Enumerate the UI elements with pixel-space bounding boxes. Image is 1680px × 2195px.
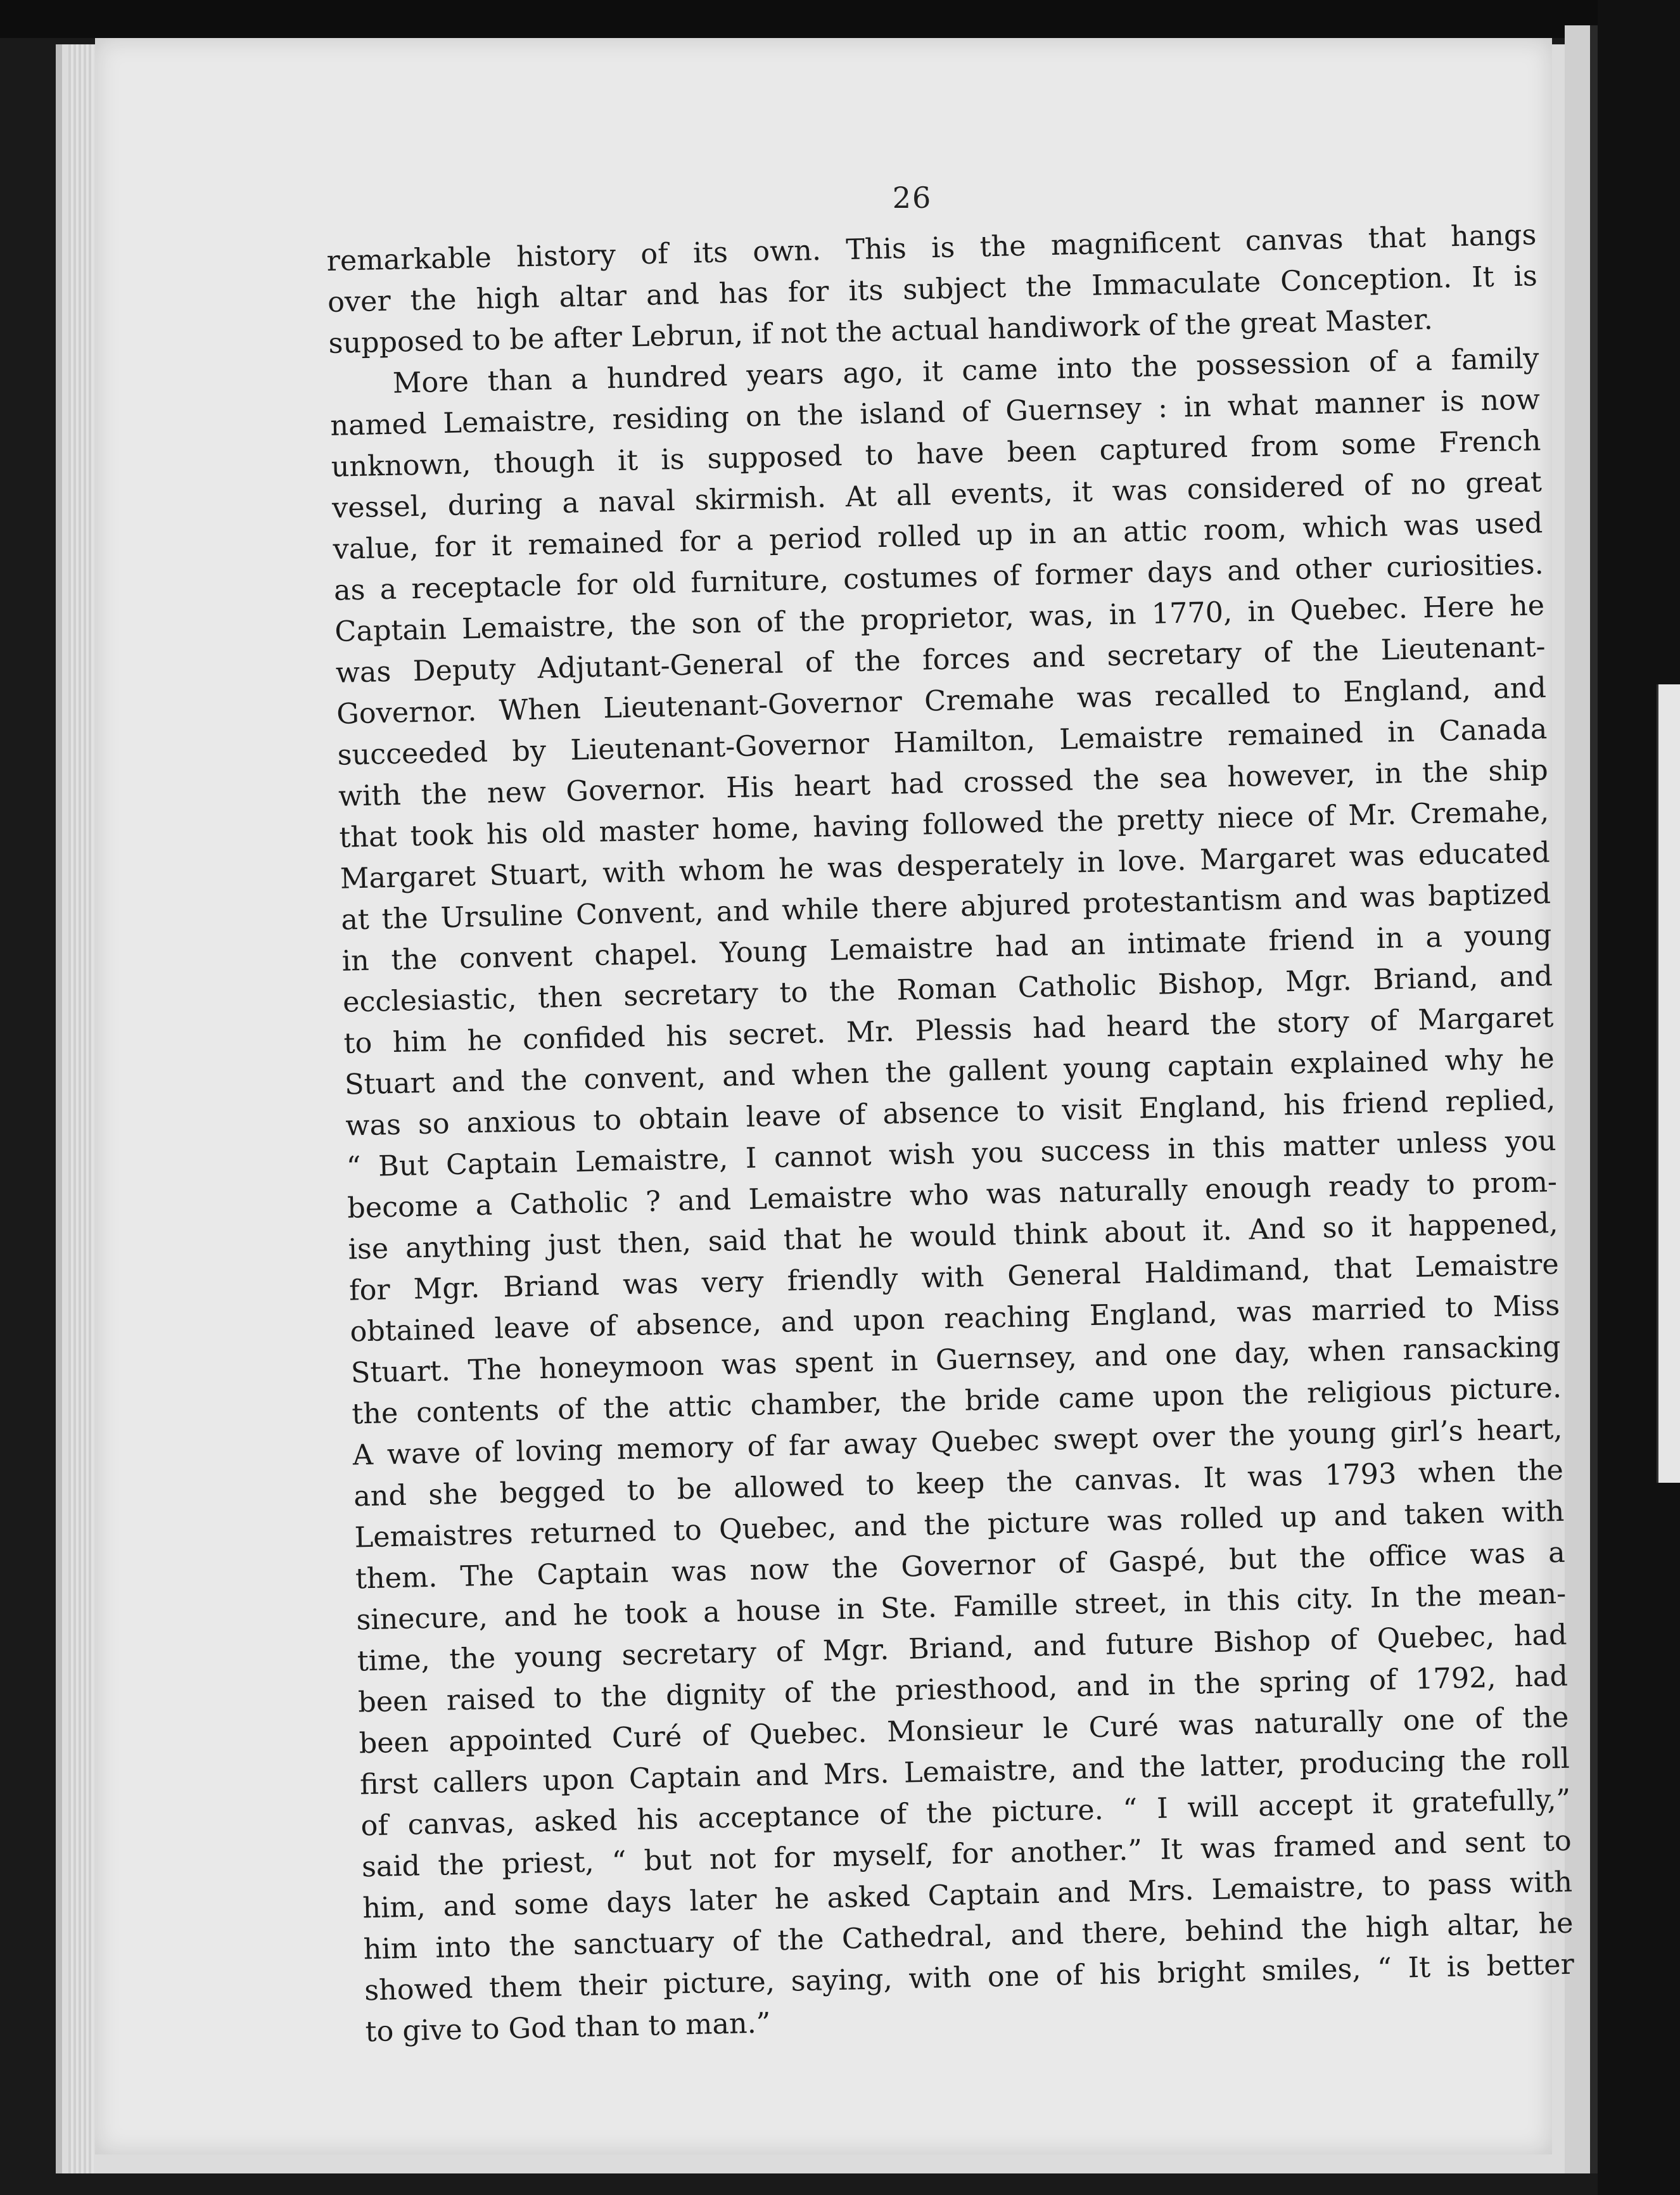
text-line: remarkable history of its own. This is the magnificent canvas that hangs (326, 219, 1537, 278)
text-line: that took his old master home, having followed the pretty niece of Mr. Cremahe, (339, 795, 1550, 854)
text-line: become a Catholic ? and Lemaistre who was naturally enough ready to prom- (347, 1165, 1558, 1225)
body-text (326, 214, 1575, 2052)
text-line: and she begged to be allowed to keep the canvas. It was 1793 when the (353, 1454, 1564, 1513)
text-line: succeeded by Lieutenant-Governor Hamilton, Lemaistre remained in Canada (337, 713, 1548, 772)
text-line: “ But Captain Lemaistre, I cannot wish you success in this matter unless you (346, 1124, 1557, 1184)
text-line: him into the sanctuary of the Cathedral, and there, behind the high altar, he (363, 1907, 1574, 1966)
text-line: A wave of loving memory of far away Quebec swept over the young girl’s heart, (352, 1412, 1563, 1472)
page-number: 26 (892, 181, 932, 215)
text-line: Captain Lemaistre, the son of the proprietor, was, in 1770, in Quebec. Here he (334, 589, 1545, 648)
text-line: in the convent chapel. Young Lemaistre had an intimate friend in a young (341, 919, 1552, 978)
scan-backdrop (0, 0, 1680, 38)
text-line: obtained leave of absence, and upon reaching England, was married to Miss (350, 1289, 1560, 1348)
text-line: Stuart and the convent, and when the gallent young captain explained why he (344, 1042, 1555, 1101)
text-line: Margaret Stuart, with whom he was desperately in love. Margaret was educated (340, 836, 1551, 895)
text-line: the contents of the attic chamber, the bride came upon the religious picture. (351, 1371, 1562, 1431)
text-line: with the new Governor. His heart had crossed the sea however, in the ship (338, 754, 1549, 813)
text-line: as a receptacle for old furniture, costumes of former days and other curiosities. (333, 548, 1544, 607)
facing-page-sheet (1657, 684, 1680, 1483)
text-line: vessel, during a naval skirmish. At all events, it was considered of no great (331, 466, 1543, 525)
text-line: first callers upon Captain and Mrs. Lemaistre, and the latter, producing the roll (359, 1742, 1570, 1801)
facing-page-edge (1598, 0, 1680, 2195)
text-line: Stuart. The honeymoon was spent in Guernsey, and one day, when ransacking (350, 1330, 1562, 1390)
text-line: Governor. When Lieutenant-Governor Cremahe was recalled to England, and (336, 672, 1547, 731)
text-line: of canvas, asked his acceptance of the picture. “ I will accept it gratefully,” (360, 1783, 1571, 1843)
text-line: unknown, though it is supposed to have been captured from some French (331, 425, 1541, 483)
text-line: to give to God than to man.” (365, 2007, 772, 2049)
text-line: to him he confided his secret. Mr. Plessis had heard the story of Margaret (343, 1001, 1554, 1060)
text-line: him, and some days later he asked Captain and Mrs. Lemaistre, to pass with (362, 1865, 1573, 1925)
text-line: time, the young secretary of Mgr. Briand, and future Bishop of Quebec, had (357, 1618, 1568, 1678)
text-line: them. The Captain was now the Governor of Gaspé, but the office was a (355, 1536, 1566, 1596)
text-line: for Mgr. Briand was very friendly with General Haldimand, that Lemaistre (348, 1248, 1560, 1307)
text-line: been raised to the dignity of the priesthood, and in the spring of 1792, had (357, 1660, 1569, 1719)
text-line: Lemaistres returned to Quebec, and the picture was rolled up and taken with (354, 1495, 1565, 1554)
text-line: been appointed Curé of Quebec. Monsieur le Curé was naturally one of the (359, 1701, 1569, 1760)
text-line: value, for it remained for a period rolled up in an attic room, which was used (333, 507, 1543, 566)
text-line: said the priest, “ but not for myself, for another.” It was framed and sent to (361, 1824, 1572, 1884)
text-line: over the high altar and has for its subject the Immaculate Conception. It is (327, 260, 1538, 319)
text-line: named Lemaistre, residing on the island of Guernsey : in what manner is now (329, 383, 1541, 442)
text-line: More than a hundred years ago, it came into the possession of a family (392, 342, 1540, 400)
text-line: sinecure, and he took a house in Ste. Famille street, in this city. In the mean- (355, 1577, 1567, 1637)
text-line: showed them their picture, saying, with one of his bright smiles, “ It is better (364, 1948, 1575, 2007)
text-line: was so anxious to obtain leave of absence to visit England, his friend replied, (345, 1084, 1556, 1142)
text-line: ise anything just then, said that he would think about it. And so it happened, (348, 1206, 1558, 1266)
text-line: supposed to be after Lebrun, if not the actual handiwork of the great Master. (328, 303, 1434, 360)
text-line: at the Ursuline Convent, and while there abjured protestantism and was baptized (340, 878, 1551, 937)
text-line: ecclesiastic, then secretary to the Roman Catholic Bishop, Mgr. Briand, and (342, 960, 1553, 1019)
text-line: was Deputy Adjutant-General of the forces and secretary of the Lieutenant- (335, 630, 1546, 689)
